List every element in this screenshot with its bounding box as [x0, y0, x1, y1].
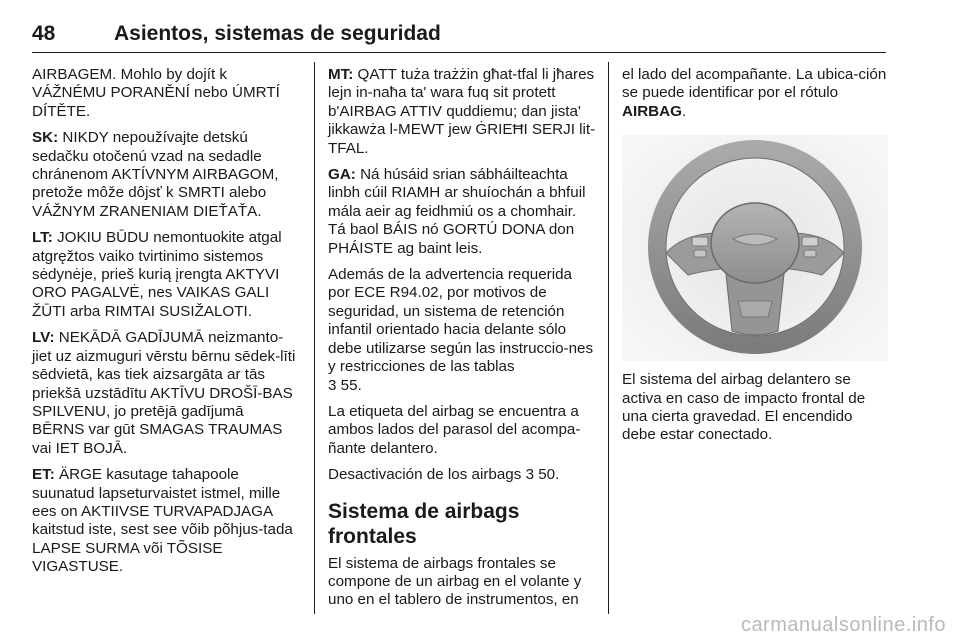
paragraph: el lado del acompañante. La ubica-ción se puede identificar por el rótulo AIRBAG. — [622, 66, 887, 120]
watermark: carmanualsonline.info — [740, 614, 946, 636]
paragraph: Desactivación de los airbags 3 50. — [328, 466, 560, 484]
column-1 — [32, 66, 300, 585]
language-label: LV: — [32, 329, 55, 347]
page-reference: 55. — [336, 376, 362, 394]
column-divider — [608, 62, 609, 614]
paragraph: AIRBAGEM. Mohlo by dojít k VÁŽNÉMU PORANĚNÍ nebo ÚMRTÍ DÍTĚTE. — [32, 66, 280, 120]
paragraph-ga: GA: Ná húsáid srian sábháilteachta linbh cúil RIAMH ar shuíochán a bhfuil mála aeir ag feidhmiú os a chomhair. Tá baol BÁIS nó GORTÚ DONA don PHÁISTE ag baint leis. — [328, 166, 586, 257]
page-header — [32, 22, 886, 53]
language-label: LT: — [32, 229, 53, 247]
column-3 — [622, 66, 890, 453]
paragraph: La etiqueta del airbag se encuentra a ambos lados del parasol del acompa-ñante delantero. — [328, 402, 581, 457]
steering-wheel-icon — [622, 135, 888, 361]
language-label: MT: — [328, 66, 354, 83]
paragraph-lt: LT: JOKIU BŪDU nemontuokite atgal atgręžtos vaiko tvirtinimo sistemos sėdynėje, prieš kurią įrengta AKTYVI ORO PAGALVĖ, nes VAIKAS GALI ŽŪTI arba RIMTAI SUSIŽALOTI. — [32, 229, 282, 320]
paragraph-mt: MT: QATT tuża trażżin għat-tfal li jħares lejn in-naħa ta' wara fuq sit protett b'AIRBAG ATTIV quddiemu; dan jista' jikkawża l-MEWT jew ĠRIEĦI SERJI lit-TFAL. — [328, 66, 596, 157]
column-divider — [314, 62, 315, 614]
page-reference-icon: 3 — [328, 376, 337, 394]
page-reference-icon: 3 — [525, 466, 535, 484]
column-2 — [328, 66, 596, 618]
page-reference: 50. — [534, 466, 560, 484]
paragraph: El sistema de airbags frontales se compone de un airbag en el volante y uno en el tablero de instrumentos, en — [328, 554, 582, 609]
paragraph: El sistema del airbag delantero se activa en caso de impacto frontal de una cierta gravedad. El encendido debe estar conectado. — [622, 371, 866, 444]
steering-wheel-illustration — [622, 135, 888, 361]
subsection-heading: Sistema de airbags frontales — [328, 499, 520, 548]
paragraph-et: ET: ÄRGE kasutage tahapoole suunatud lapseturvaistet istmel, mille ees on AKTIIVSE TURVAPADJAGA kaitstud iste, sest see võib põhjus-tada LAPSE SURMA või TÕSISE VIGASTUSE. — [32, 466, 293, 576]
language-label: GA: — [328, 166, 356, 184]
paragraph: Además de la advertencia requerida por ECE R94.02, por motivos de seguridad, un sistema de retención infantil orientado hacia delante sólo debe utilizarse según las instruccio-nes y restricciones de las tablas 3 55. — [328, 266, 594, 394]
language-label: ET: — [32, 466, 55, 484]
page-number: 48 — [32, 22, 56, 45]
language-label: SK: — [32, 129, 59, 147]
paragraph-lv: LV: NEKĀDĀ GADĪJUMĀ neizmanto-jiet uz aizmuguri vērstu bērnu sēdek-līti sēdvietā, kas tiek aizsargāta ar tās priekšā uzstādītu AKTĪVU DROŠĪ-BAS SPILVENU, jo pretējā gadījumā BĒRNS var gūt SMAGAS TRAUMAS vai IET BOJĀ. — [32, 329, 296, 457]
section-title: Asientos, sistemas de seguridad — [114, 22, 441, 45]
paragraph-sk: SK: NIKDY nepoužívajte detskú sedačku otočenú vzad na sedadle chránenom AKTÍVNYM AIRBAGOM, pretože môže dôjsť k SMRTI alebo VÁŽNYM ZRANENIAM DIEŤAŤA. — [32, 129, 279, 220]
